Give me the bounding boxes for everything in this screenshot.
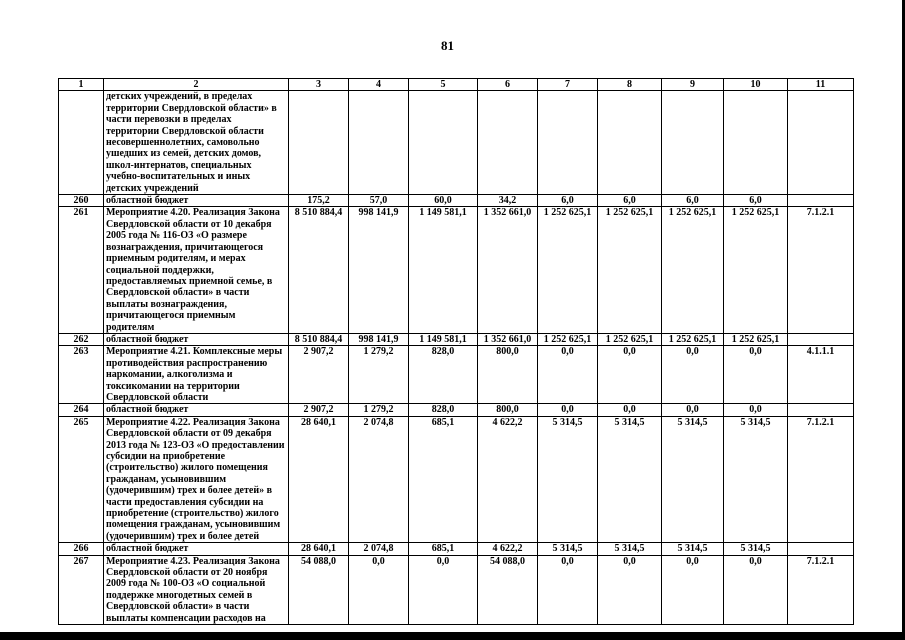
header-row [59, 79, 854, 91]
row-name-cell: детских учреждений, в пределах территории Свердловской области» в части перевозки в пределах территории Свердловской области несовершеннолетних, самовольно ушедших из семей, детских домов, школ-интернатов, специальных учебно-воспитательных и иных детских учреждений [104, 91, 289, 195]
row-number-cell [59, 91, 104, 195]
value-cell: 998 141,9 [349, 207, 409, 333]
row-number-cell: 264 [59, 404, 104, 416]
value-cell: 1 149 581,1 [409, 333, 478, 345]
table-row [59, 416, 854, 542]
value-cell: 0,0 [598, 404, 662, 416]
row-number-cell: 263 [59, 346, 104, 404]
value-cell: 1 252 625,1 [662, 333, 724, 345]
value-cell: 1 252 625,1 [724, 207, 788, 333]
table-row [59, 333, 854, 345]
row-number-cell: 266 [59, 543, 104, 555]
value-cell: 685,1 [409, 543, 478, 555]
value-cell: 1 279,2 [349, 404, 409, 416]
value-cell: 800,0 [478, 346, 538, 404]
value-cell: 0,0 [538, 404, 598, 416]
row-number-cell: 261 [59, 207, 104, 333]
value-cell: 6,0 [662, 195, 724, 207]
value-cell: 1 252 625,1 [538, 333, 598, 345]
value-cell-total [289, 91, 349, 195]
target-number-cell: 7.1.2.1 [788, 555, 854, 624]
scan-border-bottom [0, 632, 905, 640]
value-cell: 6,0 [598, 195, 662, 207]
value-cell: 0,0 [724, 404, 788, 416]
value-cell: 828,0 [409, 346, 478, 404]
value-cell: 34,2 [478, 195, 538, 207]
value-cell: 0,0 [662, 555, 724, 624]
value-cell-total: 28 640,1 [289, 416, 349, 542]
value-cell: 0,0 [538, 346, 598, 404]
row-name-cell: Мероприятие 4.20. Реализация Закона Свердловской области от 10 декабря 2005 года № 116-ОЗ «О размере вознаграждения, причитающегося приемным родителям, и мерах социальной поддержки, предоставляемых приемной семье, в Свердловской области» в части выплаты вознаграждения, причитающегося приемным родителям [104, 207, 289, 333]
value-cell: 6,0 [724, 195, 788, 207]
value-cell: 6,0 [538, 195, 598, 207]
target-number-cell: 4.1.1.1 [788, 346, 854, 404]
value-cell [478, 91, 538, 195]
value-cell: 1 252 625,1 [538, 207, 598, 333]
value-cell: 1 352 661,0 [478, 333, 538, 345]
target-number-cell: 7.1.2.1 [788, 416, 854, 542]
header-cell: 3 [289, 79, 349, 91]
value-cell [662, 91, 724, 195]
value-cell: 0,0 [598, 346, 662, 404]
value-cell: 800,0 [478, 404, 538, 416]
value-cell [598, 91, 662, 195]
target-number-cell: 7.1.2.1 [788, 207, 854, 333]
value-cell: 4 622,2 [478, 416, 538, 542]
value-cell: 0,0 [662, 346, 724, 404]
target-number-cell [788, 333, 854, 345]
value-cell: 57,0 [349, 195, 409, 207]
value-cell-total: 28 640,1 [289, 543, 349, 555]
header-cell: 6 [478, 79, 538, 91]
value-cell [538, 91, 598, 195]
value-cell: 1 252 625,1 [598, 207, 662, 333]
value-cell: 60,0 [409, 195, 478, 207]
value-cell: 0,0 [662, 404, 724, 416]
header-cell: 11 [788, 79, 854, 91]
target-number-cell [788, 91, 854, 195]
row-name-cell: областной бюджет [104, 333, 289, 345]
value-cell [409, 91, 478, 195]
value-cell [349, 91, 409, 195]
header-cell: 7 [538, 79, 598, 91]
value-cell [724, 91, 788, 195]
header-cell: 2 [104, 79, 289, 91]
row-name-cell: Мероприятие 4.21. Комплексные меры противодействия распространению наркомании, алкоголизма и токсикомании на территории Свердловской области [104, 346, 289, 404]
table-row [59, 346, 854, 404]
value-cell: 5 314,5 [538, 543, 598, 555]
target-number-cell [788, 404, 854, 416]
target-number-cell [788, 543, 854, 555]
value-cell-total: 8 510 884,4 [289, 207, 349, 333]
value-cell: 2 074,8 [349, 416, 409, 542]
row-name-cell: Мероприятие 4.22. Реализация Закона Свердловской области от 09 декабря 2013 года № 123-ОЗ «О предоставлении субсидии на приобретение (строительство) жилого помещения гражданам, усыновившим (удочерившим) трех и более детей» в части предоставления субсидии на приобретение (строительство) жилого помещения гражданам, усыновившим (удочерившим) трех и более детей [104, 416, 289, 542]
value-cell-total: 8 510 884,4 [289, 333, 349, 345]
value-cell: 828,0 [409, 404, 478, 416]
value-cell: 5 314,5 [662, 416, 724, 542]
value-cell: 5 314,5 [538, 416, 598, 542]
value-cell: 1 149 581,1 [409, 207, 478, 333]
value-cell: 1 352 661,0 [478, 207, 538, 333]
target-number-cell [788, 195, 854, 207]
value-cell: 5 314,5 [724, 416, 788, 542]
value-cell-total: 175,2 [289, 195, 349, 207]
value-cell: 1 279,2 [349, 346, 409, 404]
table-row [59, 404, 854, 416]
row-name-cell: областной бюджет [104, 543, 289, 555]
value-cell: 5 314,5 [598, 543, 662, 555]
value-cell: 0,0 [598, 555, 662, 624]
value-cell: 1 252 625,1 [598, 333, 662, 345]
header-cell: 10 [724, 79, 788, 91]
value-cell-total: 2 907,2 [289, 346, 349, 404]
table-row [59, 207, 854, 333]
row-number-cell: 262 [59, 333, 104, 345]
value-cell: 2 074,8 [349, 543, 409, 555]
page-number: 81 [441, 38, 454, 53]
program-budget-table [58, 78, 854, 625]
value-cell: 1 252 625,1 [662, 207, 724, 333]
value-cell: 0,0 [538, 555, 598, 624]
row-name-cell: областной бюджет [104, 195, 289, 207]
table-row [59, 555, 854, 624]
row-number-cell: 267 [59, 555, 104, 624]
value-cell-total: 54 088,0 [289, 555, 349, 624]
header-cell: 9 [662, 79, 724, 91]
table-row [59, 543, 854, 555]
row-name-cell: областной бюджет [104, 404, 289, 416]
row-name-cell: Мероприятие 4.23. Реализация Закона Свердловской области от 20 ноября 2009 года № 100-ОЗ «О социальной поддержке многодетных семей в Свердловской области» в части выплаты компенсации расходов на [104, 555, 289, 624]
value-cell: 5 314,5 [724, 543, 788, 555]
value-cell: 0,0 [409, 555, 478, 624]
value-cell: 1 252 625,1 [724, 333, 788, 345]
table-row [59, 91, 854, 195]
value-cell: 0,0 [724, 346, 788, 404]
header-cell: 5 [409, 79, 478, 91]
value-cell: 685,1 [409, 416, 478, 542]
row-number-cell: 260 [59, 195, 104, 207]
value-cell: 0,0 [724, 555, 788, 624]
value-cell: 4 622,2 [478, 543, 538, 555]
value-cell: 998 141,9 [349, 333, 409, 345]
value-cell: 0,0 [349, 555, 409, 624]
value-cell: 5 314,5 [598, 416, 662, 542]
value-cell-total: 2 907,2 [289, 404, 349, 416]
header-cell: 1 [59, 79, 104, 91]
value-cell: 5 314,5 [662, 543, 724, 555]
value-cell: 54 088,0 [478, 555, 538, 624]
header-cell: 8 [598, 79, 662, 91]
header-cell: 4 [349, 79, 409, 91]
row-number-cell: 265 [59, 416, 104, 542]
table-row [59, 195, 854, 207]
